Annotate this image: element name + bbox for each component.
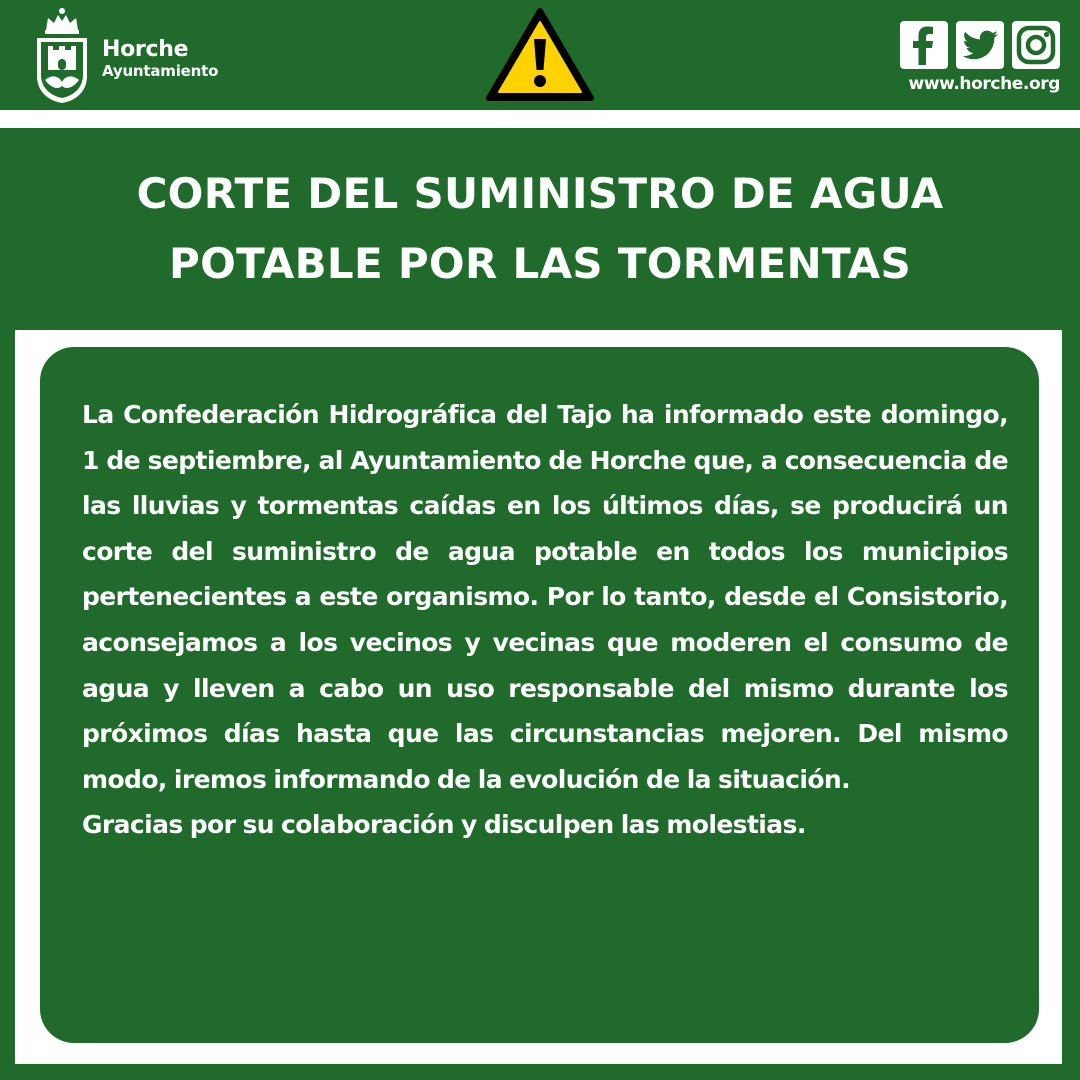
coat-of-arms-logo [32, 6, 92, 104]
message-paragraph-2: Gracias por su colaboración y disculpen las molestias. [82, 810, 806, 840]
message-paragraph-1: La Confederación Hidrográfica del Tajo ha informado este domingo, 1 de septiembre, al Ayuntamiento de Horche que, a consecuencia de las lluvias y tormentas caídas en los últimos días, se producirá un corte del suministro de agua potable en todos los municipios pertenecientes a este organismo. Por lo tanto, desde el Consistorio, aconsejamos a los vecinos y vecinas que moderen el consumo de agua y lleven a cabo un uso responsable del mismo durante los próximos días hasta que las circunstancias mejoren. Del mismo modo, iremos informando de la evolución de la situación. [82, 400, 1008, 794]
title-line-2: POTABLE POR LAS TORMENTAS [168, 239, 912, 288]
warning-triangle-icon [484, 6, 596, 104]
page-title [0, 128, 1080, 330]
frame-left [0, 330, 15, 1064]
brand [102, 38, 218, 80]
header-bar [0, 0, 1080, 110]
facebook-icon[interactable] [900, 21, 948, 69]
social-links [900, 21, 1060, 69]
website-link[interactable]: www.horche.org [908, 74, 1060, 94]
twitter-icon[interactable] [956, 21, 1004, 69]
frame-bottom [0, 1064, 1080, 1080]
instagram-icon[interactable] [1012, 21, 1060, 69]
title-line-1: CORTE DEL SUMINISTRO DE AGUA [136, 169, 944, 218]
brand-subtitle: Ayuntamiento [102, 62, 219, 80]
brand-name: Horche [102, 37, 189, 62]
frame-right [1062, 330, 1080, 1064]
message-body [82, 392, 1008, 848]
